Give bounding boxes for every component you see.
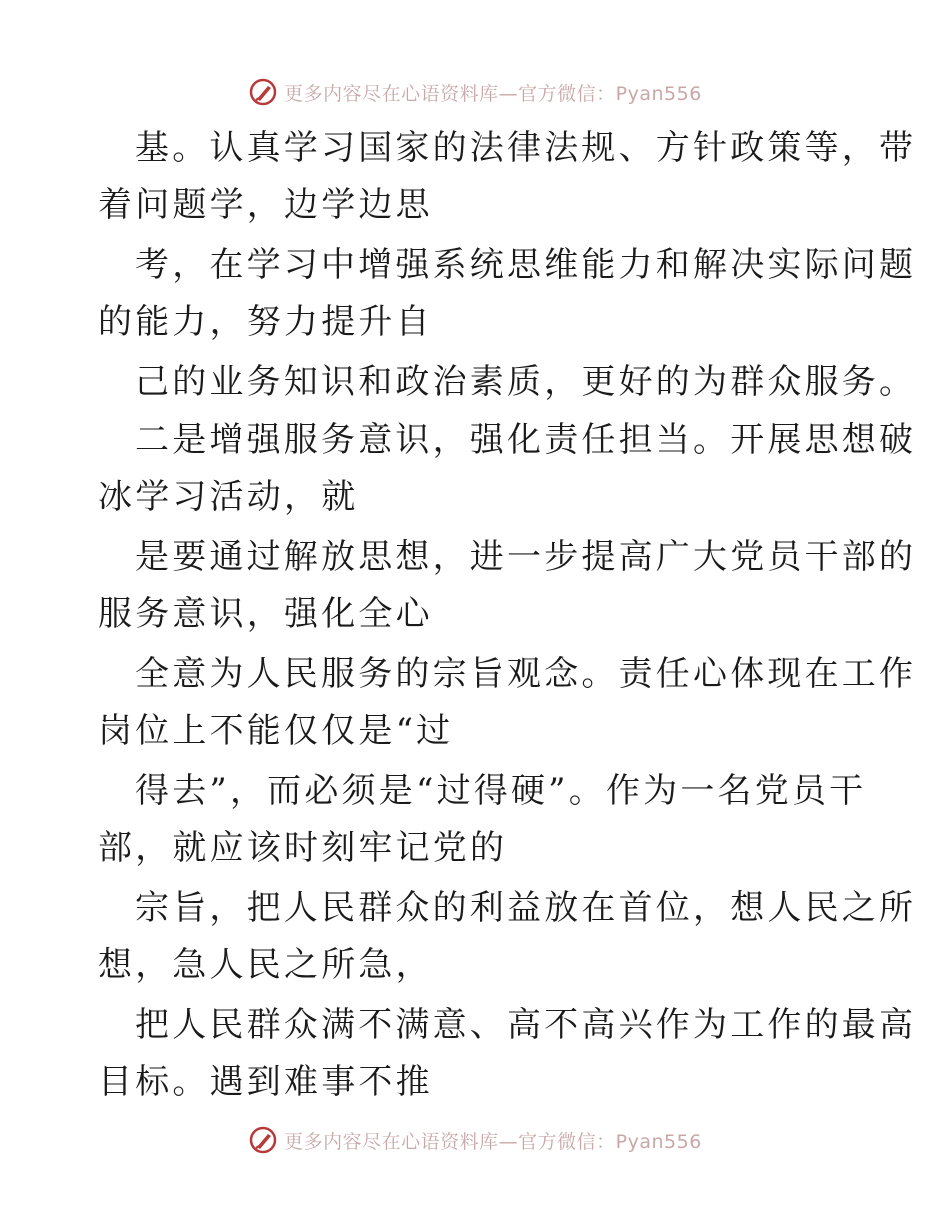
text-line: 全意为人民服务的宗旨观念。责任心体现在工作: [135, 654, 917, 694]
text-line: 己的业务知识和政治素质，更好的为群众服务。: [135, 362, 917, 402]
text-line: 基。认真学习国家的法律法规、方针政策等，带: [135, 128, 917, 168]
text-line: 二是增强服务意识，强化责任担当。开展思想破: [135, 420, 917, 460]
text-line: 的能力，努力提升自: [98, 302, 433, 342]
header-banner-text: 更多内容尽在心语资料库—官方微信：Pyan556: [284, 82, 702, 105]
text-line: 着问题学，边学边思: [98, 185, 433, 225]
text-line: 岗位上不能仅仅是“过: [98, 711, 454, 751]
text-line: 冰学习活动，就: [98, 477, 359, 517]
text-line: 部，就应该时刻牢记党的: [98, 828, 508, 868]
text-line: 把人民群众满不满意、高不高兴作为工作的最高: [135, 1005, 917, 1045]
text-line: 是要通过解放思想，进一步提高广大党员干部的: [135, 537, 917, 577]
footer-banner-text: 更多内容尽在心语资料库—官方微信：Pyan556: [284, 1130, 702, 1153]
text-line: 得去”，而必须是“过得硬”。作为一名党员干: [135, 771, 867, 811]
text-line: 服务意识，强化全心: [98, 594, 433, 634]
text-line: 宗旨，把人民群众的利益放在首位，想人民之所: [135, 888, 917, 928]
text-line: 想，急人民之所急，: [98, 945, 433, 985]
text-line: 目标。遇到难事不推: [98, 1062, 433, 1102]
text-line: 考，在学习中增强系统思维能力和解决实际问题: [135, 245, 917, 285]
footer-banner: [0, 1120, 950, 1160]
quill-pen-logo-icon: [248, 1125, 278, 1155]
